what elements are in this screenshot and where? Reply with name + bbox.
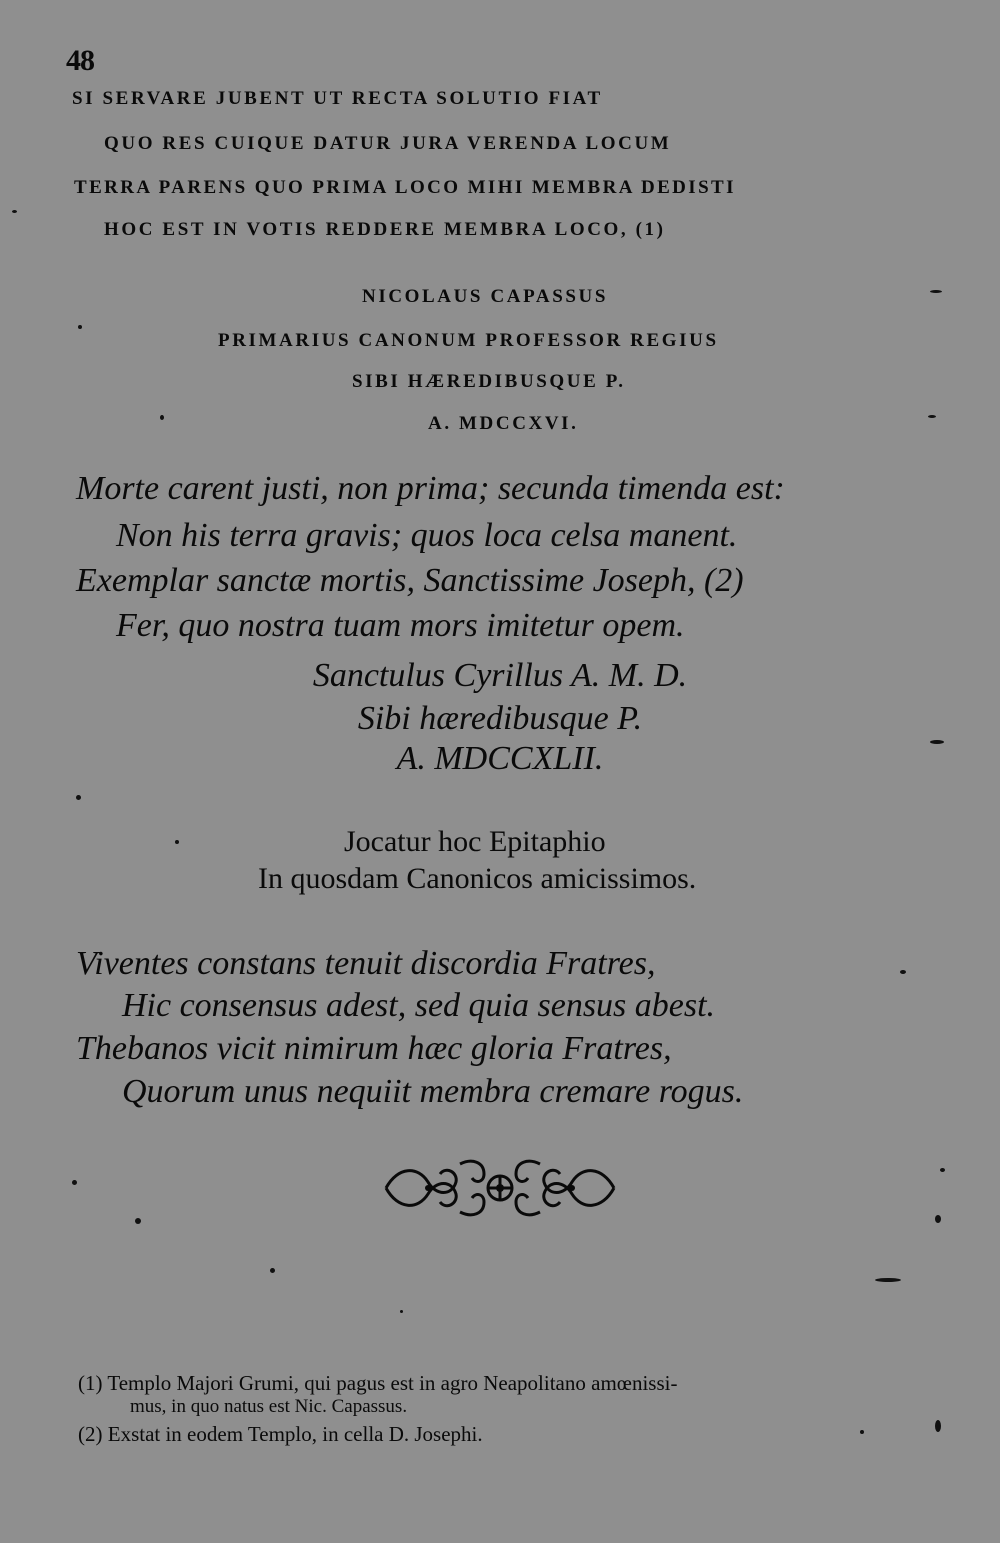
- inscription-3-line-2: Hic consensus adest, sed quia sensus abest.: [122, 987, 716, 1024]
- signature-2-dedication: Sibi hæredibusque P.: [357, 700, 643, 737]
- inscription-2-line-4: Fer, quo nostra tuam mors imitetur opem.: [116, 607, 685, 644]
- inscription-3-line-3: Thebanos vicit nimirum hæc gloria Fratres,: [76, 1030, 672, 1067]
- inscription-2-line-3: Exemplar sanctæ mortis, Sanctissime Joseph, (2): [76, 562, 744, 599]
- inscription-1-line-4: HOC EST IN VOTIS REDDERE MEMBRA LOCO, (1): [104, 219, 666, 240]
- signature-2-name: Sanctulus Cyrillus A. M. D.: [312, 657, 688, 694]
- inscription-3-line-1: Viventes constans tenuit discordia Fratres,: [76, 945, 656, 982]
- heading-line-1: Jocatur hoc Epitaphio: [344, 825, 606, 858]
- signature-1-name: NICOLAUS CAPASSUS: [362, 286, 609, 307]
- signature-1-year: A. MDCCXVI.: [428, 413, 579, 434]
- signature-1-title: PRIMARIUS CANONUM PROFESSOR REGIUS: [218, 330, 719, 351]
- inscription-1-line-3: TERRA PARENS QUO PRIMA LOCO MIHI MEMBRA DEDISTI: [74, 177, 736, 198]
- footnote-2: (2) Exstat in eodem Templo, in cella D. Josephi.: [78, 1422, 483, 1446]
- signature-2-year: A. MDCCXLII.: [396, 740, 604, 777]
- inscription-2-line-1: Morte carent justi, non prima; secunda timenda est:: [76, 470, 785, 507]
- inscription-3-line-4: Quorum unus nequiit membra cremare rogus.: [122, 1073, 744, 1110]
- inscription-1-line-2: QUO RES CUIQUE DATUR JURA VERENDA LOCUM: [104, 133, 672, 154]
- signature-1-dedication: SIBI HÆREDIBUSQUE P.: [352, 371, 626, 392]
- footnote-1-continued: mus, in quo natus est Nic. Capassus.: [130, 1396, 408, 1417]
- footnote-1: (1) Templo Majori Grumi, qui pagus est in agro Neapolitano amœnissi-: [78, 1371, 678, 1395]
- heading-line-2: In quosdam Canonicos amicissimos.: [258, 862, 697, 895]
- page-number: 48: [66, 44, 94, 77]
- inscription-2-line-2: Non his terra gravis; quos loca celsa manent.: [116, 517, 738, 554]
- inscription-1-line-1: SI SERVARE JUBENT UT RECTA SOLUTIO FIAT: [72, 88, 603, 109]
